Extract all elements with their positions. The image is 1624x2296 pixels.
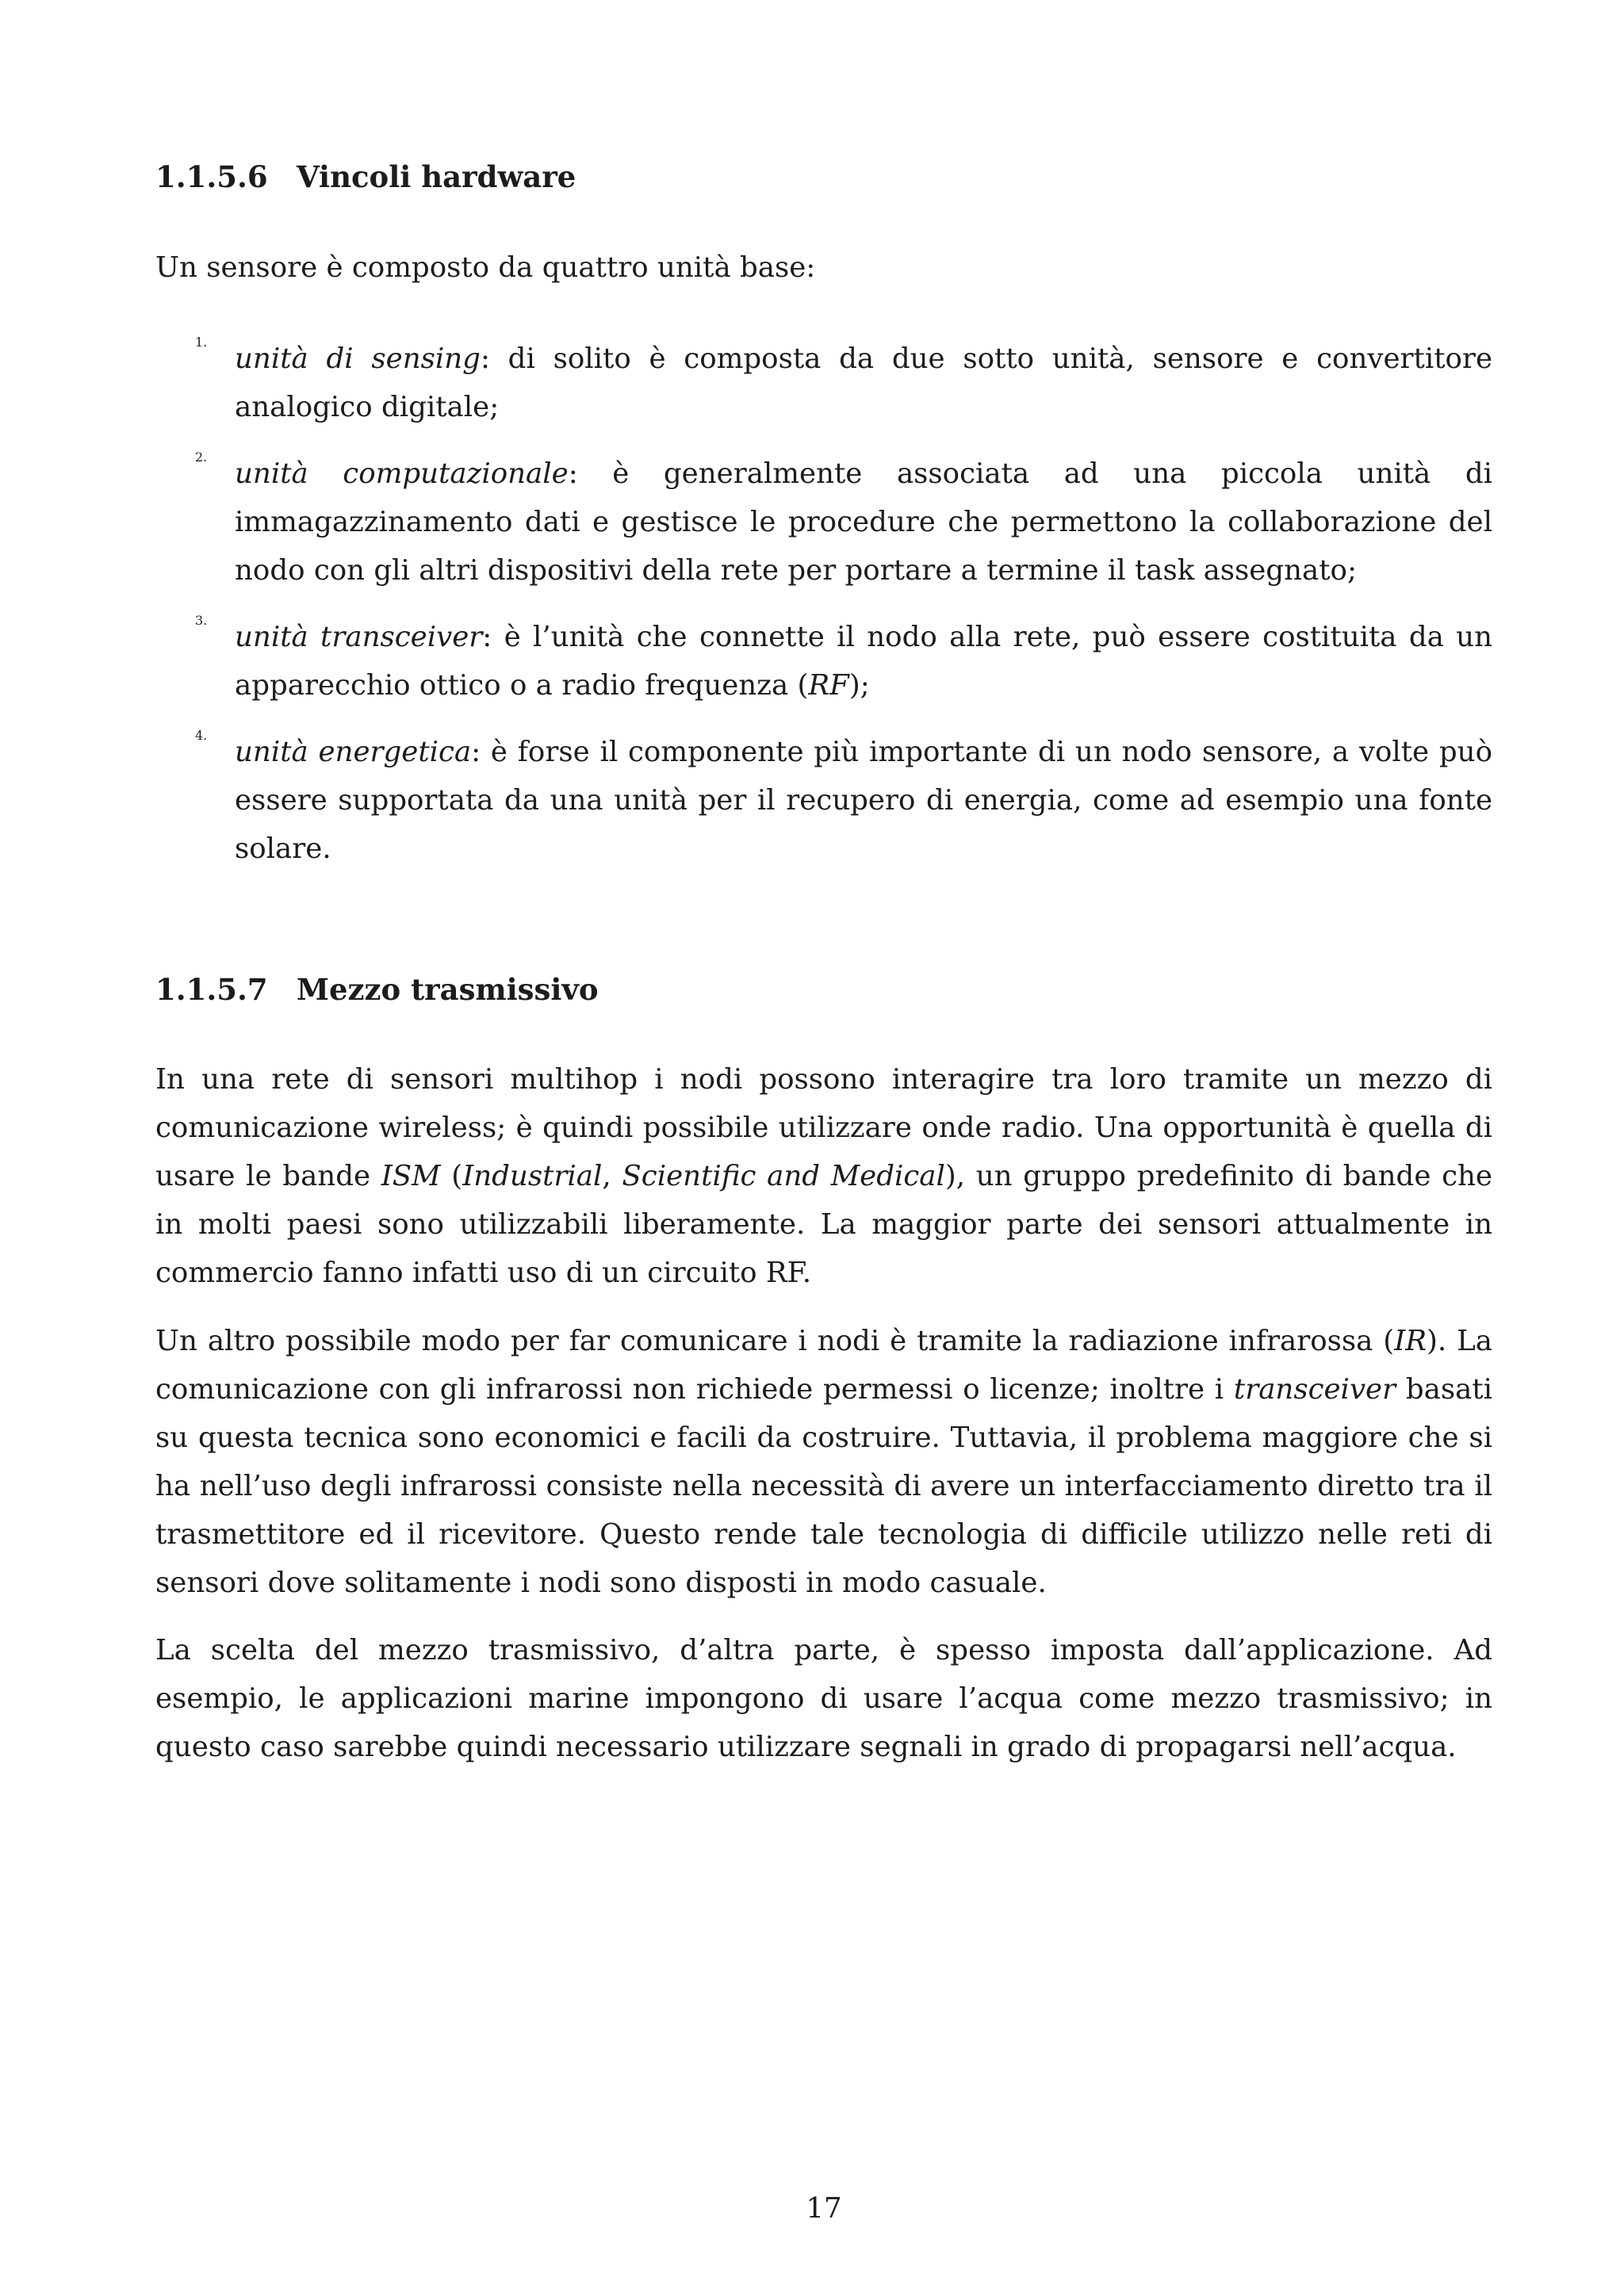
list-item-text: : è l’unità che connette il nodo alla rete, può essere costituita da un apparecchio ottico o a radio frequenza ( — [235, 621, 1493, 702]
rf-abbreviation: RF — [808, 669, 849, 702]
document-page — [155, 0, 1492, 2296]
section-lead-text: Un sensore è composto da quattro unità base: — [155, 251, 816, 284]
paragraph-text: ), un gruppo predefinito di bande che in molti paesi sono utilizzabili liberamente. La maggior parte dei sensori attualmente in commercio fanno infatti uso di un circuito RF. — [155, 1160, 1492, 1289]
paragraph-radio — [155, 1055, 1492, 1297]
ir-abbreviation: IR — [1394, 1325, 1427, 1357]
page-number: 17 — [806, 2192, 842, 2225]
list-item — [155, 450, 1492, 595]
list-item-number: 1. — [195, 335, 208, 350]
list-item-text: : di solito è composta da due sotto unità, sensore e convertitore analogico digitale; — [235, 342, 1492, 423]
list-item-number: 3. — [195, 613, 208, 628]
list-item-text: : è generalmente associata ad una piccola unità di immagazzinamento dati e gestisce le procedure che permettono la collaborazione del nodo con gli altri dispositivi della rete per portare a termine il task assegnato; — [235, 457, 1492, 587]
section-number: 1.1.5.7 — [155, 972, 268, 1007]
section-heading-mezzo-trasmissivo — [155, 966, 599, 1013]
scientific-medical-term: Scientific and Medical — [622, 1160, 945, 1192]
paragraph-medium-choice: La scelta del mezzo trasmissivo, d’altra parte, è spesso imposta dall’applicazione. Ad esempio, le applicazioni marine impongono di usare l’acqua come mezzo trasmissivo; in questo caso sarebbe quindi necessario utilizzare segnali in grado di propagarsi nell’acqua. — [155, 1634, 1492, 1763]
list-item-text: : è forse il componente più importante di un nodo sensore, a volte può essere supportata da una unità per il recupero di energia, come ad esempio una fonte solare. — [235, 736, 1492, 865]
paragraph-infrared — [155, 1317, 1492, 1607]
list-item — [155, 613, 1492, 710]
paragraph-text: In una rete di sensori multihop i nodi possono interagire tra loro tramite un mezzo di comunicazione wireless; è quindi possibile utilizzare onde radio. Una opportunità è quella di usare le bande — [155, 1063, 1492, 1192]
list-item-tail: ); — [848, 669, 870, 702]
ism-abbreviation: ISM — [381, 1160, 441, 1192]
paragraph-text: Un altro possibile modo per far comunicare i nodi è tramite la radiazione infrarossa ( — [155, 1325, 1395, 1357]
industrial-term: Industrial — [462, 1160, 603, 1192]
list-item-number: 2. — [195, 450, 208, 465]
section-title: Vincoli hardware — [297, 159, 576, 194]
transceiver-term: transceiver — [1233, 1373, 1396, 1406]
section-title: Mezzo trasmissivo — [297, 972, 599, 1007]
list-item-number: 4. — [195, 728, 208, 743]
list-item — [155, 335, 1492, 431]
section-number: 1.1.5.6 — [155, 159, 268, 194]
list-item-term: unità computazionale — [235, 457, 569, 490]
paragraph-text: ). La comunicazione con gli infrarossi non richiede permessi o licenze; inoltre i — [155, 1325, 1492, 1406]
list-item — [155, 728, 1492, 873]
list-item-term: unità di sensing — [235, 342, 481, 375]
section-heading-vincoli-hardware — [155, 153, 576, 201]
paragraph-text: ( — [440, 1160, 463, 1192]
paragraph-text: basati su questa tecnica sono economici e facili da costruire. Tuttavia, il problema maggiore che si ha nell’uso degli infrarossi consiste nella necessità di avere un interfacciamento diretto tra il trasmettitore ed il ricevitore. Questo rende tale tecnologia di difficile utilizzo nelle reti di sensori dove solitamente i nodi sono disposti in modo casuale. — [155, 1373, 1492, 1599]
list-item-term: unità energetica — [235, 736, 472, 768]
list-item-term: unità transceiver — [235, 621, 483, 653]
hardware-units-list — [155, 335, 1492, 891]
paragraph-text: , — [602, 1160, 622, 1192]
